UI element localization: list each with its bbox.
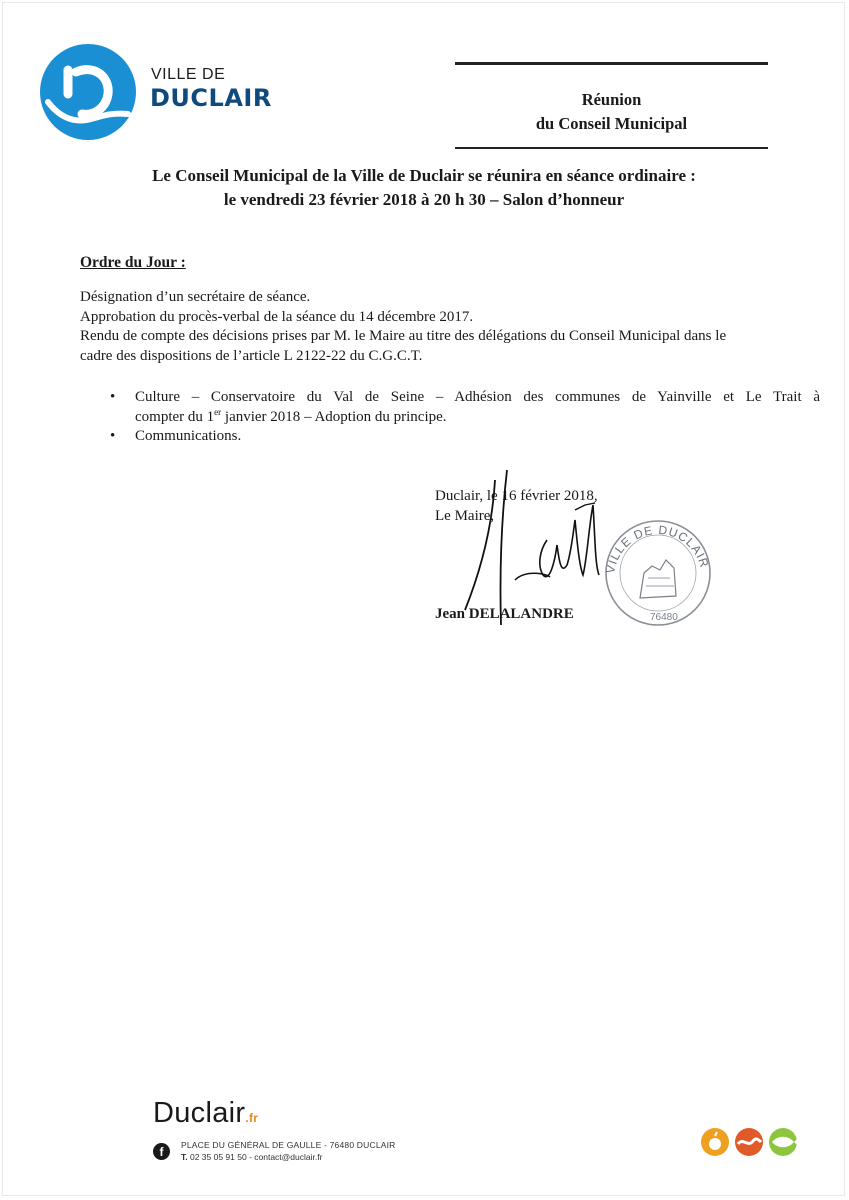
header-rule-bottom	[455, 147, 768, 149]
signatory-name: Jean DELALANDRE	[435, 606, 574, 622]
footer-brand	[153, 1097, 258, 1130]
phone-prefix: T.	[181, 1152, 188, 1162]
fish-badge-icon	[769, 1128, 799, 1156]
bullet-dot: •	[110, 428, 116, 444]
official-stamp	[600, 518, 720, 633]
duclair-logo-icon	[38, 42, 138, 142]
agenda-line: Approbation du procès-verbal de la séance du 14 décembre 2017.	[80, 308, 474, 325]
agenda-line: cadre des dispositions de l’article L 2122-22 du C.G.C.T.	[80, 347, 423, 364]
agenda-heading: Ordre du Jour :	[80, 254, 186, 271]
bullet-text-part: janvier 2018 – Adoption du principe.	[221, 408, 447, 425]
footer-contact	[181, 1152, 322, 1162]
agenda-body	[80, 288, 820, 366]
signature-date: Duclair, le 16 février 2018,	[435, 488, 598, 504]
bullet-text: Culture – Conservatoire du Val de Seine – Adhésion des communes de Yainville et Le Trait à	[135, 389, 820, 405]
logo-text-ville: VILLE DE	[151, 66, 226, 83]
city-logo	[38, 42, 298, 142]
announcement-line-2: le vendredi 23 février 2018 à 20 h 30 – Salon d’honneur	[223, 190, 625, 209]
footer-brand-suffix: .fr	[245, 1111, 259, 1125]
document-title	[455, 88, 768, 136]
stamp-text: VILLE DE DUCLAIR	[603, 522, 712, 575]
bullet-item-culture	[110, 388, 820, 427]
wave-badge-icon	[735, 1128, 763, 1156]
bullet-text: Communications.	[135, 428, 242, 444]
title-line-1: Réunion	[581, 90, 642, 109]
agenda-bullet-list	[110, 388, 820, 447]
announcement-line-1: Le Conseil Municipal de la Ville de Duclair se réunira en séance ordinaire :	[152, 166, 696, 185]
footer-address: PLACE DU GÉNÉRAL DE GAULLE - 76480 DUCLAIR	[181, 1140, 396, 1150]
title-line-2: du Conseil Municipal	[535, 114, 688, 133]
header-rule-top	[455, 62, 768, 65]
logo-text-duclair: DUCLAIR	[150, 84, 272, 112]
signature-role: Le Maire,	[435, 508, 495, 524]
bullet-item-communications	[110, 427, 820, 447]
bullet-text-part: compter du 1	[135, 408, 215, 425]
ordinal-superscript: er	[214, 406, 222, 417]
apple-badge-icon	[701, 1128, 729, 1156]
meeting-announcement	[60, 164, 788, 212]
facebook-icon[interactable]: f	[153, 1143, 170, 1160]
bullet-dot: •	[110, 389, 116, 405]
agenda-line: Rendu de compte des décisions prises par M. le Maire au titre des délégations du Conseil Municipal dans le	[80, 328, 727, 344]
footer-brand-name: Duclair	[153, 1097, 246, 1129]
footer-badges	[700, 1122, 810, 1162]
stamp-postcode: 76480	[650, 612, 678, 623]
bullet-text-continued	[135, 408, 820, 428]
phone-email: 02 35 05 91 50 - contact@duclair.fr	[187, 1152, 323, 1162]
agenda-line: Désignation d’un secrétaire de séance.	[80, 289, 311, 305]
